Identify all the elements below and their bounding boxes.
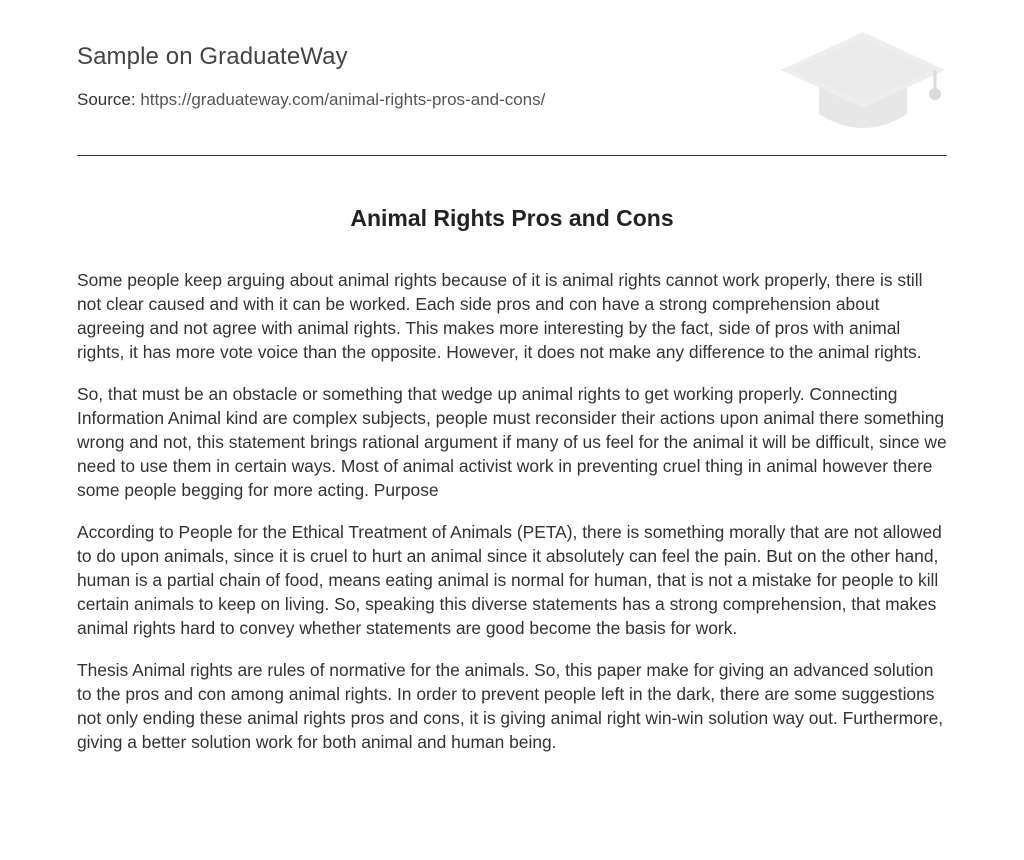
page-header <box>77 0 947 156</box>
paragraph: Some people keep arguing about animal rights because of it is animal rights cannot work properly, there is still not clear caused and with it can be worked. Each side pros and con have a strong comprehension about agreeing and not agree with animal rights. This makes more interesting by the fact, side of pros with animal rights, it has more vote voice than the opposite. However, it does not make any difference to the animal rights. <box>77 270 923 362</box>
site-title: Sample on GraduateWay <box>77 43 348 70</box>
source-line <box>77 90 545 110</box>
paragraph: Thesis Animal rights are rules of normative for the animals. So, this paper make for giving an advanced solution to the pros and con among animal rights. In order to prevent people left in the dark, there are some suggestions not only ending these animal rights pros and cons, it is giving animal right win-win solution way out. Furthermore, giving a better solution work for both animal and human being. <box>77 660 944 752</box>
graduation-cap-icon <box>779 30 947 134</box>
source-link[interactable]: https://graduateway.com/animal-rights-pros-and-cons/ <box>140 90 546 109</box>
header-divider <box>77 155 947 156</box>
document-title: Animal Rights Pros and Cons <box>350 205 674 231</box>
paragraph: So, that must be an obstacle or something that wedge up animal rights to get working properly. Connecting Information Animal kind are complex subjects, people must reconsider their actions upon animal there something wrong and not, this statement brings rational argument if many of us feel for the animal it will be difficult, since we need to use them in certain ways. Most of animal activist work in preventing cruel thing in animal however there some people begging for more acting. Purpose <box>77 384 947 500</box>
document-body <box>77 268 947 772</box>
source-label: Source: <box>77 90 136 109</box>
paragraph: According to People for the Ethical Treatment of Animals (PETA), there is something morally that are not allowed to do upon animals, since it is cruel to hurt an animal since it absolutely can feel the pain. But on the other hand, human is a partial chain of food, means eating animal is normal for human, that is not a mistake for people to kill certain animals to keep on living. So, speaking this diverse statements has a strong comprehension, that makes animal rights hard to convey whether statements are good become the basis for work. <box>77 522 942 638</box>
